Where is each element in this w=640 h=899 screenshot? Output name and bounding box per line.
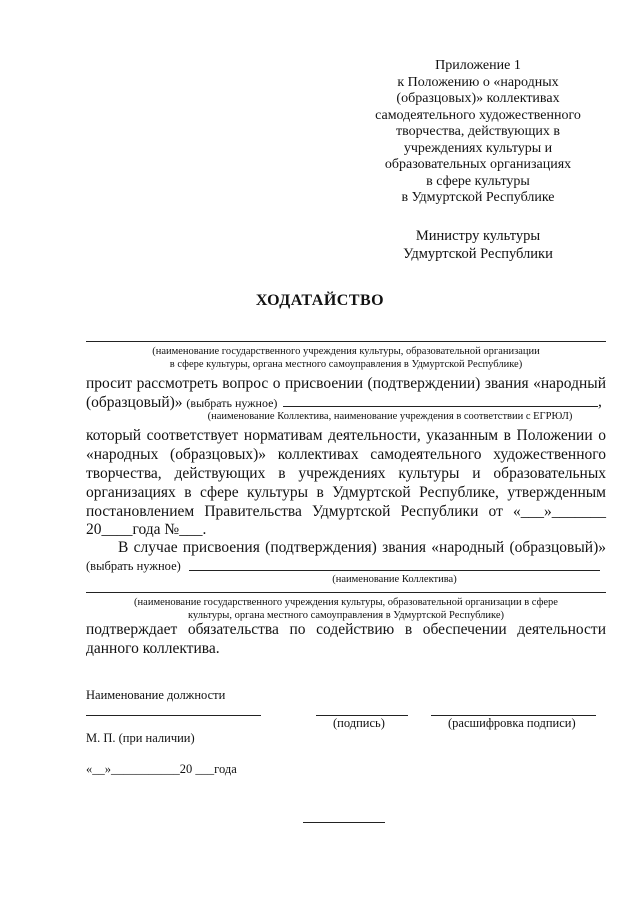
appendix-line: творчества, действующих в — [396, 124, 560, 139]
closing-separator — [303, 822, 385, 823]
signature-caption: (подпись) — [333, 716, 385, 730]
caption-line: (наименование государственного учреждения культуры, образовательной организации — [152, 346, 540, 357]
appendix-header — [352, 58, 604, 207]
confirm-line-2: данного коллектива. — [86, 640, 220, 657]
decode-caption: (расшифровка подписи) — [448, 716, 576, 730]
appendix-line: учреждениях культуры и — [403, 140, 553, 156]
addressee-block — [352, 227, 604, 263]
body-line: постановлением Правительства Удмуртской Республики от «___»_______ — [86, 503, 606, 520]
caption-line: (наименование государственного учреждения культуры, образовательной организации в сфере — [134, 597, 558, 608]
institution-blank-line — [86, 341, 606, 342]
addressee-line: Удмуртской Республики — [403, 246, 553, 262]
position-label: Наименование должности — [86, 688, 226, 702]
addressee-line: Министру культуры — [415, 228, 541, 244]
confirm-caption — [86, 596, 606, 622]
case-line-1: В случае присвоения (подтверждения) звания «народный (образцовый)» — [118, 539, 606, 556]
choose-note: (выбрать нужное) — [186, 396, 278, 410]
case-choose-note: (выбрать нужное) — [86, 559, 181, 573]
collective-blank-line — [283, 406, 598, 407]
body-line: «народных (образцовых)» коллективах самодеятельного художественного — [86, 446, 606, 463]
appendix-line: (образцовых)» коллективах — [396, 91, 560, 106]
case-collective-caption: (наименование Коллектива) — [332, 574, 457, 585]
body-line: творчества, действующих в учреждениях культуры и образовательных — [86, 465, 606, 482]
body-line: организациях в сфере культуры в Удмуртской Республике, утвержденным — [86, 484, 606, 501]
request-line-1: просит рассмотреть вопрос о присвоении (подтверждении) звания «народный — [86, 375, 606, 392]
date-number-line: 20____года №___. — [86, 521, 207, 538]
appendix-line: в сфере культуры — [426, 173, 530, 189]
confirm-line-1: подтверждает обязательства по содействию в обеспечении деятельности — [86, 621, 606, 638]
appendix-line: Приложение 1 — [435, 58, 521, 73]
document-title: ХОДАТАЙСТВО — [255, 292, 385, 309]
caption-line: культуры, органа местного самоуправления в Удмуртской Республике) — [187, 610, 505, 621]
position-blank-line — [86, 715, 261, 716]
body-line: который соответствует нормативам деятельности, указанным в Положении о — [86, 427, 606, 444]
stamp-note: М. П. (при наличии) — [86, 731, 195, 745]
case-collective-blank-line — [189, 570, 600, 571]
request-comma: , — [598, 393, 602, 410]
appendix-line: к Положению о «народных — [397, 74, 559, 90]
institution-caption — [86, 345, 606, 371]
request-title-text: (образцовый)» — [86, 394, 183, 411]
collective-caption: (наименование Коллектива, наименование учреждения в соответствии с ЕГРЮЛ) — [207, 411, 573, 422]
signature-date: «__»___________20 ___года — [86, 762, 237, 776]
appendix-line: самодеятельного художественного — [375, 107, 581, 123]
appendix-line: в Удмуртской Республике — [401, 190, 555, 205]
appendix-line: образовательных организациях — [384, 157, 572, 172]
confirm-blank-line — [86, 592, 606, 593]
caption-line: в сфере культуры, органа местного самоуправления в Удмуртской Республике) — [169, 359, 523, 370]
